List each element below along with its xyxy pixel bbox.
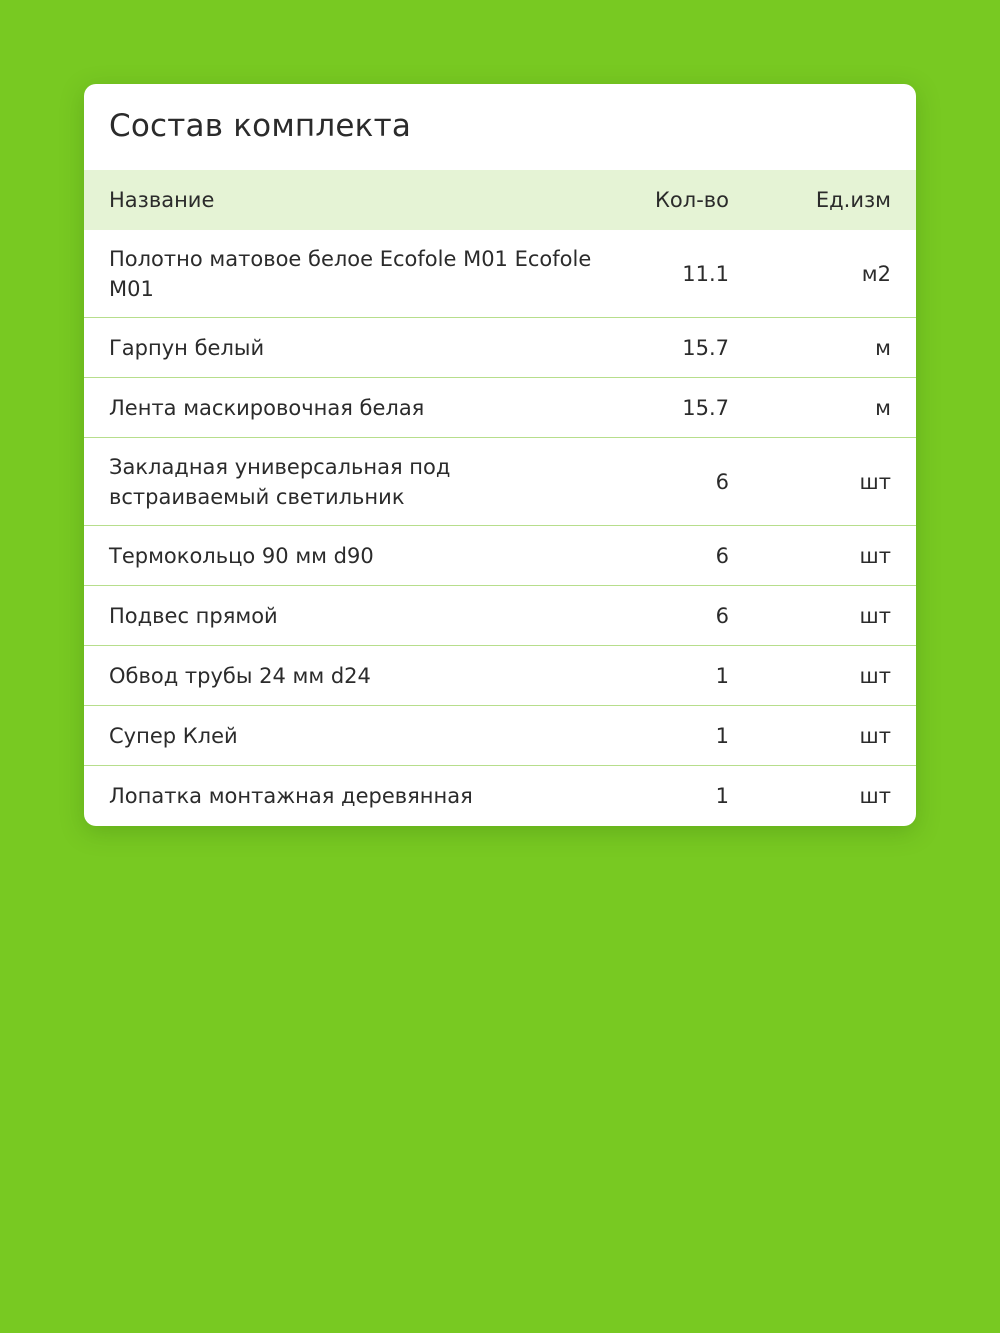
row-name: Закладная универсальная под встраиваемый светильник — [84, 438, 614, 526]
row-qty: 6 — [614, 586, 729, 646]
row-unit: шт — [729, 706, 916, 766]
column-header-unit: Ед.изм — [815, 188, 891, 212]
row-unit: м — [729, 378, 916, 438]
row-unit: шт — [729, 526, 916, 586]
row-unit: м2 — [729, 230, 916, 318]
row-name: Подвес прямой — [84, 586, 614, 646]
table-row — [84, 378, 916, 438]
row-name: Термокольцо 90 мм d90 — [84, 526, 614, 586]
row-name: Полотно матовое белое Ecofole M01 Ecofole M01 — [84, 230, 614, 318]
row-unit: м — [729, 318, 916, 378]
column-header-name: Название — [109, 188, 215, 212]
kit-table — [84, 170, 916, 826]
row-qty: 15.7 — [614, 378, 729, 438]
table-row — [84, 706, 916, 766]
row-name: Лопатка монтажная деревянная — [109, 784, 473, 809]
table-row — [84, 318, 916, 378]
row-name: Обвод трубы 24 мм d24 — [84, 646, 614, 706]
row-name: Супер Клей — [84, 706, 614, 766]
row-qty: 15.7 — [614, 318, 729, 378]
row-unit: шт — [859, 783, 891, 808]
table-row — [84, 646, 916, 706]
row-unit: шт — [729, 438, 916, 526]
table-row — [84, 766, 916, 826]
row-unit: шт — [729, 646, 916, 706]
row-qty: 1 — [614, 706, 729, 766]
table-row — [84, 526, 916, 586]
row-name: Гарпун белый — [84, 318, 614, 378]
row-qty: 6 — [614, 438, 729, 526]
table-row — [84, 438, 916, 526]
row-name: Лента маскировочная белая — [84, 378, 614, 438]
row-unit: шт — [729, 586, 916, 646]
row-qty: 6 — [614, 526, 729, 586]
row-qty: 11.1 — [614, 230, 729, 318]
table-header-row — [84, 170, 916, 230]
row-qty: 1 — [614, 646, 729, 706]
table-row — [84, 230, 916, 318]
table-row — [84, 586, 916, 646]
column-header-qty: Кол-во — [655, 188, 729, 212]
kit-contents-card — [84, 84, 916, 826]
row-qty: 1 — [715, 783, 729, 808]
card-title: Состав комплекта — [109, 108, 412, 144]
